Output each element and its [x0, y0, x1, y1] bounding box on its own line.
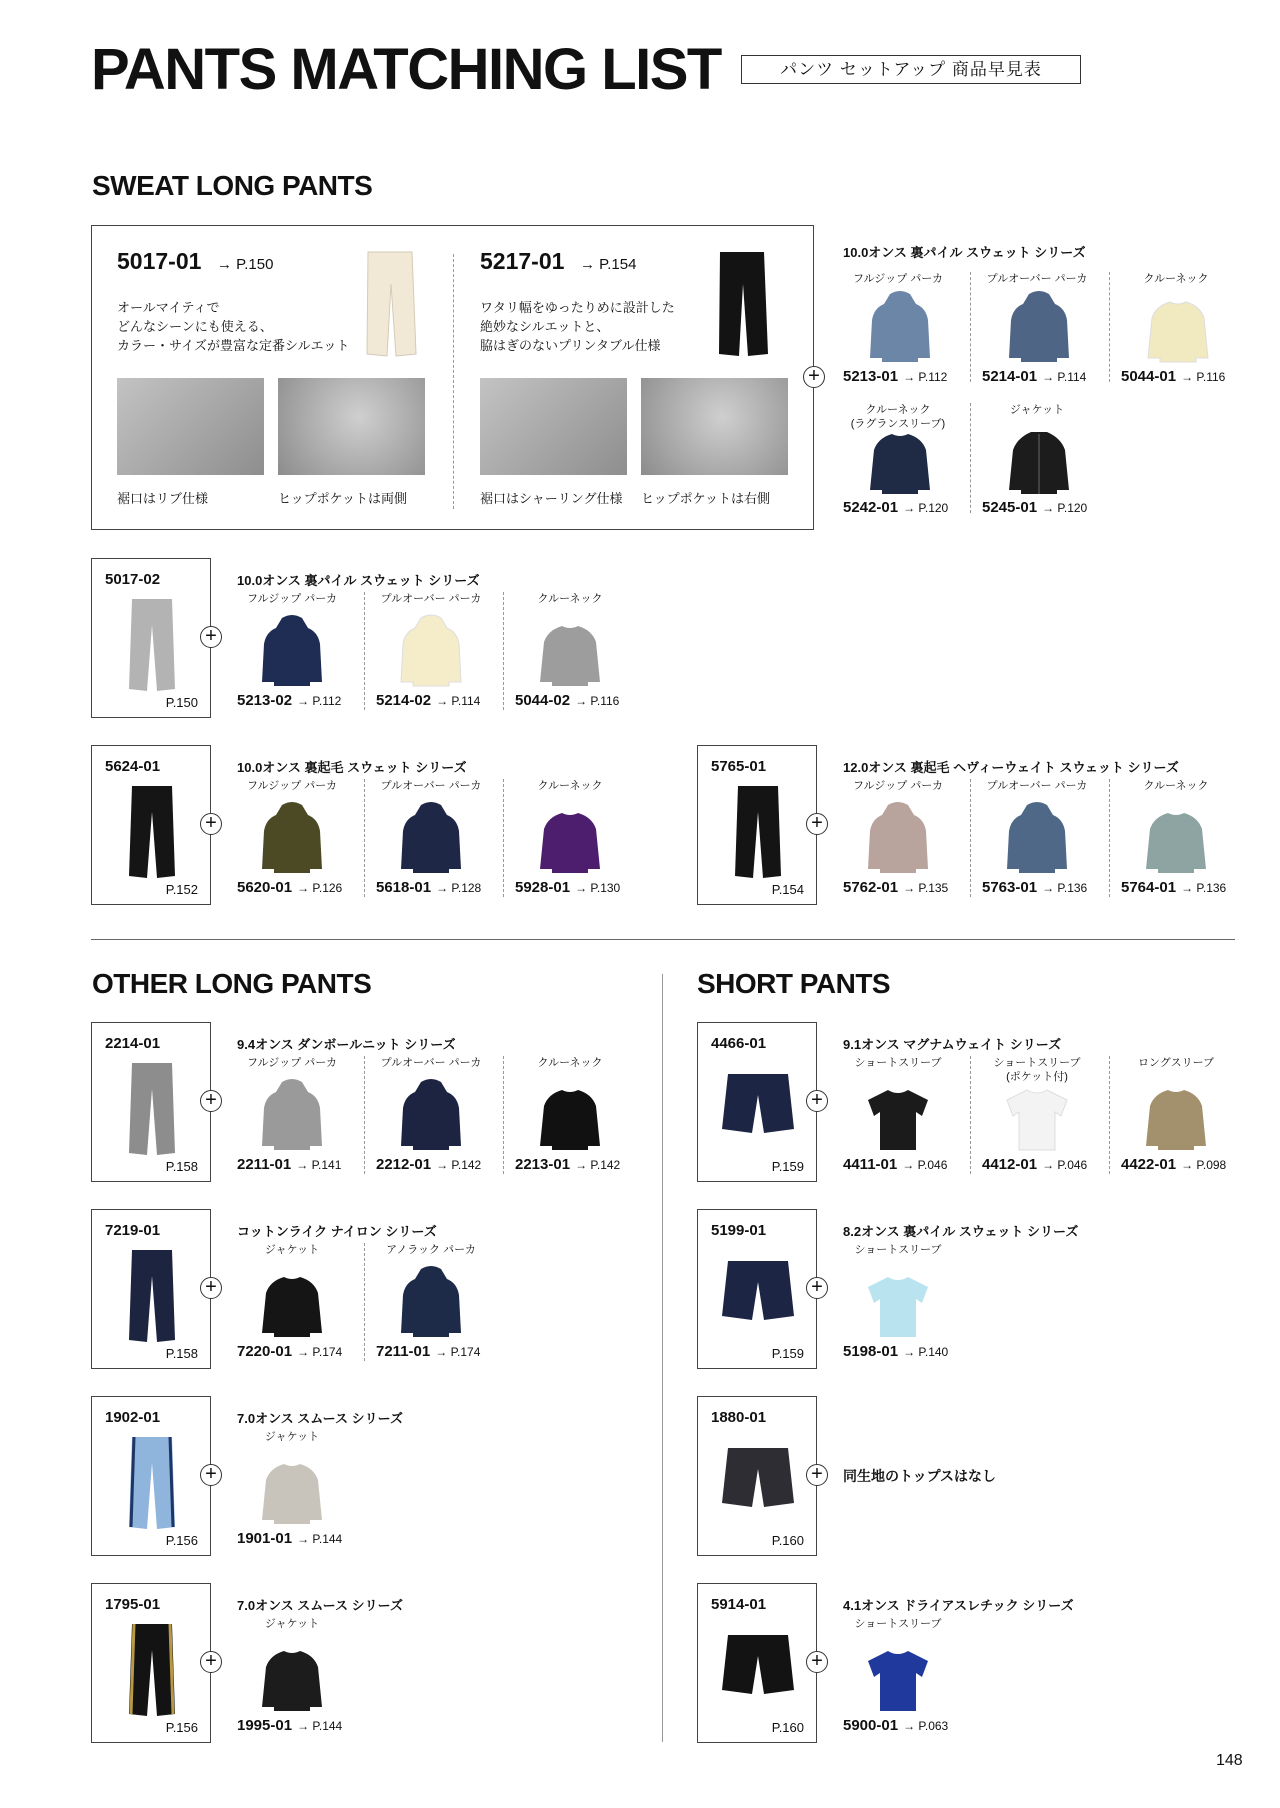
tshirt-image [1005, 1086, 1069, 1152]
hoodie-image [260, 614, 324, 688]
section-heading-short: SHORT PANTS [697, 968, 891, 999]
pants-card [91, 1583, 211, 1743]
plus-icon: + [806, 1277, 828, 1299]
tshirt-image [866, 1647, 930, 1713]
column-divider [662, 974, 663, 1742]
hoodie-image [399, 1078, 463, 1152]
caption: ヒップポケットは両側 [278, 491, 407, 506]
featured-page: → P.150 [217, 256, 274, 273]
plus-icon: + [200, 813, 222, 835]
pants-code: 1902-01 [105, 1409, 161, 1426]
item-label: クルーネック [1143, 273, 1209, 285]
pants-code: 7219-01 [105, 1222, 161, 1239]
plus-icon: + [200, 1277, 222, 1299]
divider [503, 779, 504, 897]
item-label: フルジップ パーカ [246, 1057, 338, 1069]
hoodie-image [868, 290, 932, 364]
featured-page: → P.154 [580, 256, 637, 273]
item-code: 5618-01 → P.128 [376, 879, 482, 896]
divider [364, 592, 365, 710]
series-name: 10.0オンス 裏パイル スウェット シリーズ [237, 573, 480, 588]
jacket-image [260, 1460, 324, 1526]
jacket-image [260, 1647, 324, 1713]
detail-photo-pocket [641, 378, 788, 475]
series-name: 12.0オンス 裏起毛 ヘヴィーウェイト スウェット シリーズ [843, 760, 1179, 775]
item-code: 7220-01 → P.174 [237, 1343, 343, 1360]
pants-card [697, 1396, 817, 1556]
caption: ヒップポケットは右側 [641, 491, 770, 506]
item-label: フルジップ パーカ [852, 780, 944, 792]
pants-image [126, 1622, 178, 1720]
pants-page: P.160 [771, 1533, 804, 1548]
item-code: 1995-01 → P.144 [237, 1717, 343, 1734]
plus-icon: + [200, 1464, 222, 1486]
jacket-image [1007, 430, 1071, 496]
item-label: ジャケット [264, 1244, 320, 1256]
pants-page: P.156 [165, 1533, 198, 1548]
plus-icon: + [200, 1090, 222, 1112]
item-label: クルーネック [1143, 780, 1209, 792]
hoodie-image [1005, 801, 1069, 875]
pants-code: 5914-01 [711, 1596, 767, 1613]
divider [453, 254, 454, 509]
item-code: 7211-01 → P.174 [376, 1343, 481, 1360]
pants-page: P.158 [165, 1159, 198, 1174]
item-code: 5214-02 → P.114 [376, 692, 481, 709]
item-label: ショートスリーブ [854, 1244, 942, 1256]
sweatshirt-image [1144, 809, 1208, 875]
pants-card [697, 1583, 817, 1743]
pants-code: 1795-01 [105, 1596, 161, 1613]
sweatshirt-image [538, 622, 602, 688]
hoodie-image [260, 801, 324, 875]
page-title: PANTS MATCHING LIST [91, 37, 721, 102]
divider [364, 779, 365, 897]
pants-card [697, 1209, 817, 1369]
divider [970, 1056, 971, 1174]
pants-card [91, 558, 211, 718]
item-code: 1901-01 → P.144 [237, 1530, 343, 1547]
item-code: 2211-01 → P.141 [237, 1156, 342, 1173]
item-label: クルーネック [537, 1057, 603, 1069]
plus-icon: + [806, 1090, 828, 1112]
pants-card [91, 1209, 211, 1369]
plus-icon: + [200, 626, 222, 648]
shorts-image [720, 1071, 796, 1137]
hoodie-image [1007, 290, 1071, 364]
item-label: ショートスリーブ (ポケット付) [993, 1057, 1081, 1083]
pants-code: 1880-01 [711, 1409, 767, 1426]
pants-page: P.158 [165, 1346, 198, 1361]
detail-photo-hem [117, 378, 264, 475]
item-label: ジャケット [264, 1431, 320, 1443]
divider [970, 779, 971, 897]
item-label: フルジップ パーカ [246, 593, 338, 605]
pants-image [126, 784, 178, 882]
shorts-image [720, 1632, 796, 1698]
item-label: ジャケット [1009, 404, 1065, 416]
detail-photo-hem [480, 378, 627, 475]
hoodie-image [399, 614, 463, 688]
item-label: ロングスリーブ [1137, 1057, 1215, 1069]
pants-code: 2214-01 [105, 1035, 161, 1052]
series-name: 10.0オンス 裏パイル スウェット シリーズ [843, 245, 1086, 260]
item-label: クルーネック (ラグランスリーブ) [850, 404, 946, 430]
divider [1109, 1056, 1110, 1174]
item-code: 5242-01 → P.120 [843, 499, 949, 516]
detail-photo-pocket [278, 378, 425, 475]
item-label: プルオーバー パーカ [380, 780, 482, 792]
section-heading-sweat: SWEAT LONG PANTS [92, 170, 373, 201]
pants-image [126, 597, 178, 695]
plus-icon: + [806, 1651, 828, 1673]
pants-page: P.156 [165, 1720, 198, 1735]
item-label: ショートスリーブ [854, 1618, 942, 1630]
series-name: 9.1オンス マグナムウェイト シリーズ [843, 1037, 1062, 1052]
tshirt-image [866, 1273, 930, 1339]
item-label: プルオーバー パーカ [986, 780, 1088, 792]
item-code: 4422-01 → P.098 [1121, 1156, 1227, 1173]
item-code: 5044-02 → P.116 [515, 692, 620, 709]
item-code: 5764-01 → P.136 [1121, 879, 1227, 896]
hoodie-image [399, 1265, 463, 1339]
featured-description: オールマイティで どんなシーンにも使える、 カラー・サイズが豊富な定番シルエット [117, 300, 350, 353]
item-code: 5762-01 → P.135 [843, 879, 949, 896]
pants-image [126, 1435, 178, 1533]
pants-card [697, 745, 817, 905]
pants-code: 5017-02 [105, 571, 161, 588]
pants-page: P.154 [771, 882, 804, 897]
divider [970, 272, 971, 382]
pants-page: P.150 [165, 695, 198, 710]
featured-description: ワタリ幅をゆったりめに設計した 絶妙なシルエットと、 脇はぎのないプリンタブル仕様 [480, 300, 675, 353]
item-label: ショートスリーブ [854, 1057, 942, 1069]
page-subtitle: パンツ セットアップ 商品早見表 [741, 55, 1081, 84]
item-code: 5214-01 → P.114 [982, 368, 1087, 385]
series-name: 9.4オンス ダンボールニット シリーズ [237, 1037, 456, 1052]
item-code: 5900-01 → P.063 [843, 1717, 949, 1734]
sweatshirt-image [538, 1086, 602, 1152]
divider [970, 403, 971, 513]
divider [364, 1243, 365, 1361]
jacket-image [260, 1273, 324, 1339]
item-code: 5620-01 → P.126 [237, 879, 343, 896]
series-name: 7.0オンス スムース シリーズ [237, 1598, 403, 1613]
item-label: クルーネック [537, 593, 603, 605]
featured-box [91, 225, 814, 530]
pants-page: P.152 [165, 882, 198, 897]
plus-icon: + [806, 1464, 828, 1486]
item-label: プルオーバー パーカ [380, 1057, 482, 1069]
section-divider [91, 939, 1235, 940]
item-label: ジャケット [264, 1618, 320, 1630]
item-code: 5213-01 → P.112 [843, 368, 948, 385]
item-label: プルオーバー パーカ [986, 273, 1088, 285]
divider [503, 592, 504, 710]
item-code: 5928-01 → P.130 [515, 879, 621, 896]
caption: 裾口はリブ仕様 [117, 491, 209, 506]
sweatshirt-image [868, 430, 932, 496]
series-name: 8.2オンス 裏パイル スウェット シリーズ [843, 1224, 1079, 1239]
featured-code: 5217-01 [480, 248, 565, 274]
hoodie-image [399, 801, 463, 875]
pants-page: P.160 [771, 1720, 804, 1735]
divider [1109, 779, 1110, 897]
pants-card [697, 1022, 817, 1182]
note-text: 同生地のトップスはなし [843, 1468, 997, 1484]
plus-icon: + [806, 813, 828, 835]
series-name: 4.1オンス ドライアスレチック シリーズ [843, 1598, 1074, 1613]
page-number: 148 [1216, 1752, 1243, 1769]
item-code: 4411-01 → P.046 [843, 1156, 948, 1173]
item-label: フルジップ パーカ [246, 780, 338, 792]
pants-card [91, 1022, 211, 1182]
caption: 裾口はシャーリング仕様 [480, 491, 623, 506]
hoodie-image [260, 1078, 324, 1152]
pants-code: 5765-01 [711, 758, 767, 775]
shorts-image [720, 1258, 796, 1324]
section-heading-other: OTHER LONG PANTS [92, 968, 372, 999]
divider [364, 1056, 365, 1174]
item-code: 5245-01 → P.120 [982, 499, 1088, 516]
sweatshirt-image [1144, 1086, 1208, 1152]
pants-code: 5199-01 [711, 1222, 767, 1239]
pants-image [360, 250, 420, 360]
item-code: 5213-02 → P.112 [237, 692, 342, 709]
series-name: 10.0オンス 裏起毛 スウェット シリーズ [237, 760, 467, 775]
divider [503, 1056, 504, 1174]
plus-icon: + [200, 1651, 222, 1673]
pants-code: 5624-01 [105, 758, 161, 775]
tshirt-image [866, 1086, 930, 1152]
item-code: 2213-01 → P.142 [515, 1156, 621, 1173]
pants-image [126, 1248, 178, 1346]
pants-image [126, 1061, 178, 1159]
item-code: 2212-01 → P.142 [376, 1156, 482, 1173]
series-name: 7.0オンス スムース シリーズ [237, 1411, 403, 1426]
series-name: コットンライク ナイロン シリーズ [237, 1224, 437, 1239]
item-code: 5763-01 → P.136 [982, 879, 1088, 896]
item-code: 5198-01 → P.140 [843, 1343, 949, 1360]
item-label: プルオーバー パーカ [380, 593, 482, 605]
sweatshirt-image [1146, 298, 1210, 364]
pants-card [91, 1396, 211, 1556]
item-label: アノラック パーカ [386, 1244, 476, 1256]
pants-image [712, 250, 772, 360]
pants-image [732, 784, 784, 882]
item-code: 5044-01 → P.116 [1121, 368, 1226, 385]
item-code: 4412-01 → P.046 [982, 1156, 1088, 1173]
hoodie-image [866, 801, 930, 875]
shorts-image [720, 1445, 796, 1511]
pants-page: P.159 [771, 1346, 804, 1361]
item-label: クルーネック [537, 780, 603, 792]
pants-page: P.159 [771, 1159, 804, 1174]
pants-card [91, 745, 211, 905]
featured-code: 5017-01 [117, 248, 202, 274]
item-label: フルジップ パーカ [852, 273, 944, 285]
plus-icon: + [803, 366, 825, 388]
pants-code: 4466-01 [711, 1035, 767, 1052]
divider [1109, 272, 1110, 382]
sweatshirt-image [538, 809, 602, 875]
